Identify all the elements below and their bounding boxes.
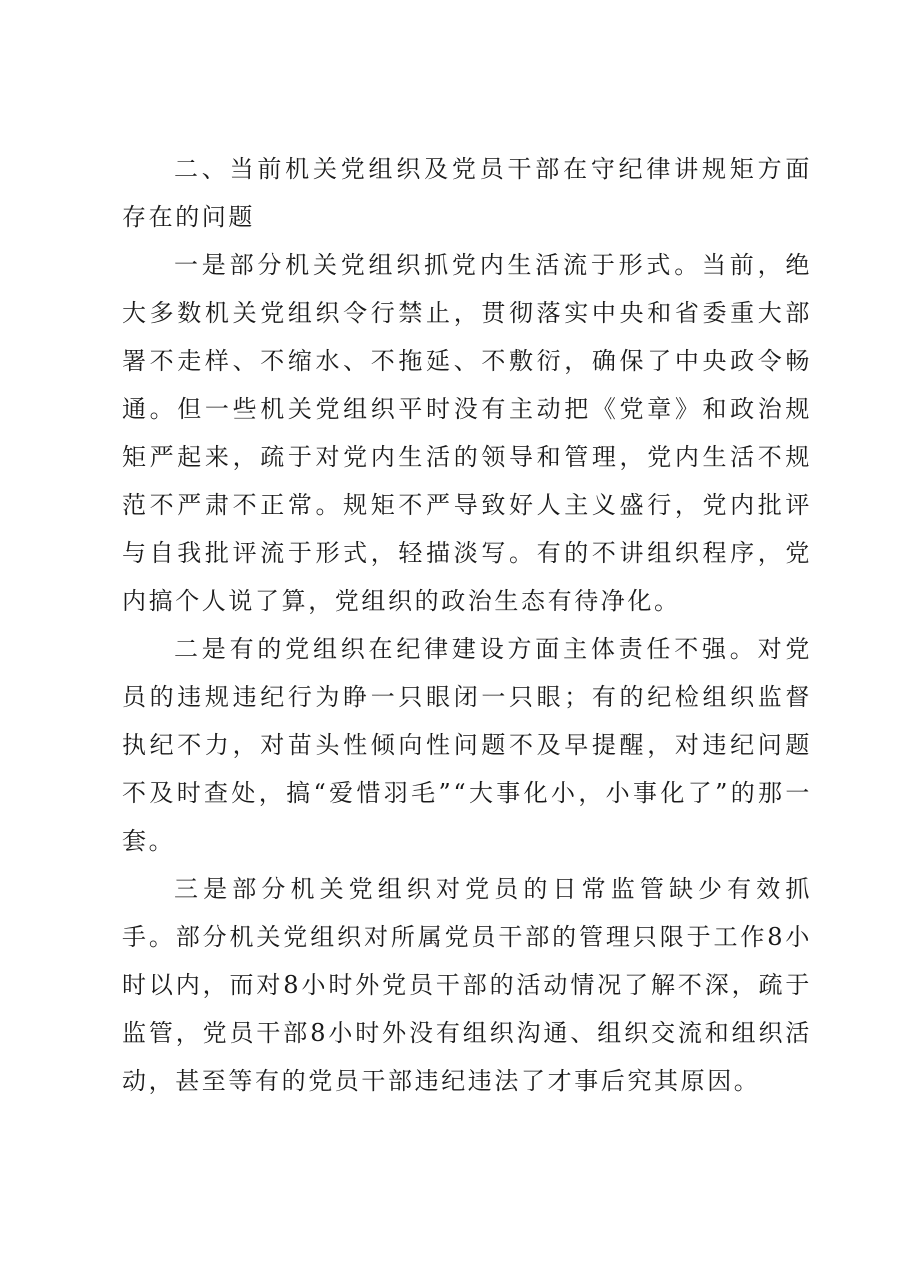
document-body [122,145,812,1105]
paragraph-3: 三是部分机关党组织对党员的日常监管缺少有效抓手。部分机关党组织对所属党员干部的管理只限于工作8小时以内，而对8小时外党员干部的活动情况了解不深，疏于监管，党员干部8小时外没有组织沟通、组织交流和组织活动，甚至等有的党员干部违纪违法了才事后究其原因。 [122,875,812,1095]
paragraph-1: 一是部分机关党组织抓党内生活流于形式。当前，绝大多数机关党组织令行禁止，贯彻落实中央和省委重大部署不走样、不缩水、不拖延、不敷衍，确保了中央政令畅通。但一些机关党组织平时没有主动把《党章》和政治规矩严起来，疏于对党内生活的领导和管理，党内生活不规范不严肃不正常。规矩不严导致好人主义盛行，党内批评与自我批评流于形式，轻描淡写。有的不讲组织程序，党内搞个人说了算，党组织的政治生态有待净化。 [122,251,812,615]
section-heading: 二、当前机关党组织及党员干部在守纪律讲规矩方面存在的问题 [122,155,812,231]
paragraph-2: 二是有的党组织在纪律建设方面主体责任不强。对党员的违规违纪行为睁一只眼闭一只眼；有的纪检组织监督执纪不力，对苗头性倾向性问题不及早提醒，对违纪问题不及时查处，搞“爱惜羽毛”“大事化小，小事化了”的那一套。 [122,635,812,855]
